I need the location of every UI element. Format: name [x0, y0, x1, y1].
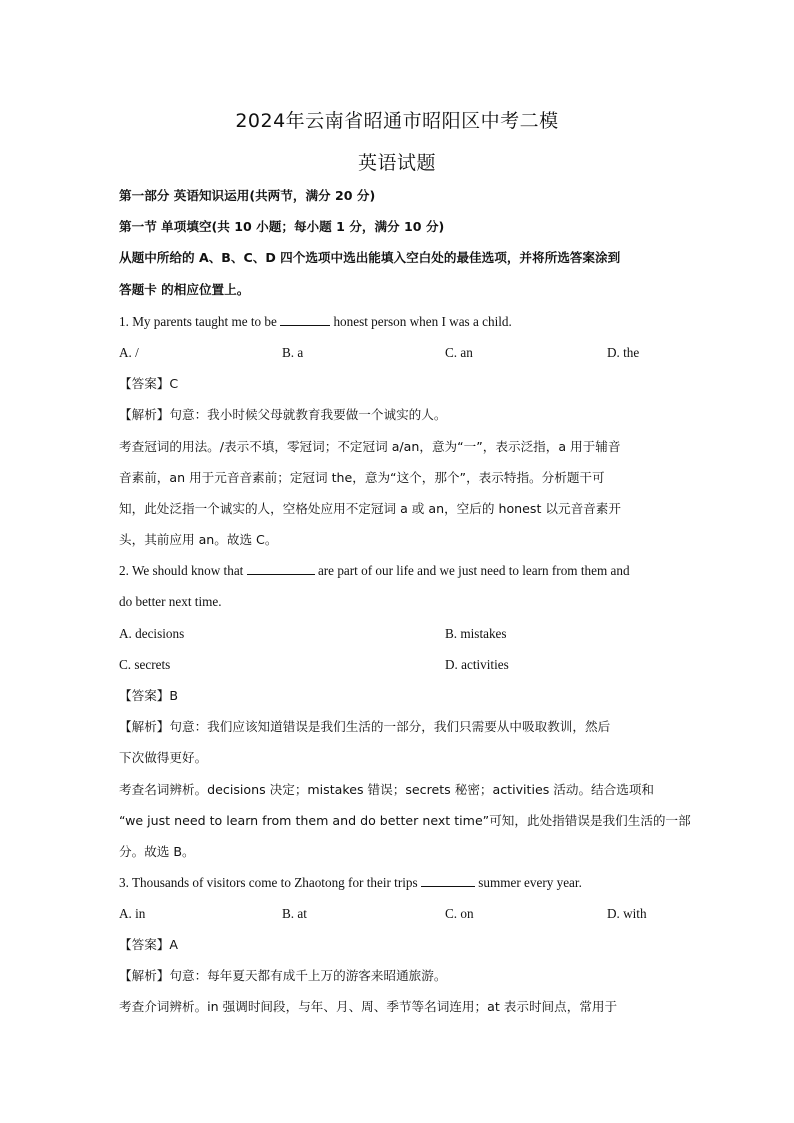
question-3-stem-start: 3. Thousands of visitors come to Zhaotong for their trips — [119, 875, 421, 890]
question-1-explanation-3: 音素前，an 用于元音音素前；定冠词 the，意为“这个，那个”，表示特指。分析题干可 — [119, 470, 605, 485]
section-heading: 第一节 单项填空(共 10 小题；每小题 1 分，满分 10 分) — [119, 219, 445, 234]
document-title: 2024年云南省昭通市昭阳区中考二模 — [235, 110, 559, 132]
question-1-option-c: C. an — [445, 345, 473, 360]
question-3-option-d: D. with — [607, 906, 647, 921]
document-subtitle: 英语试题 — [357, 152, 436, 174]
question-2-stem — [119, 562, 679, 580]
question-3-option-a: A. in — [119, 906, 146, 921]
question-3-explanation-1: 【解析】句意：每年夏天都有成千上万的游客来昭通旅游。 — [119, 968, 447, 983]
question-2-explanation-2: 下次做得更好。 — [119, 750, 208, 765]
answer-blank — [421, 874, 475, 887]
question-2-option-c: C. secrets — [119, 657, 171, 672]
question-1-option-d: D. the — [607, 345, 640, 360]
question-1-stem-start: 1. My parents taught me to be — [119, 314, 281, 329]
question-2-explanation-1: 【解析】句意：我们应该知道错误是我们生活的一部分，我们只需要从中吸取教训，然后 — [119, 719, 611, 734]
question-1-answer: 【答案】C — [119, 376, 179, 391]
question-3-explanation-2: 考查介词辨析。in 强调时间段，与年、月、周、季节等名词连用；at 表示时间点，常用于 — [119, 999, 618, 1014]
question-3-stem — [119, 874, 679, 892]
question-2-stem-start: 2. We should know that — [119, 563, 247, 578]
instruction-line-1: 从题中所给的 A、B、C、D 四个选项中选出能填入空白处的最佳选项，并将所选答案涂到 — [119, 250, 621, 265]
question-3-stem-end: summer every year. — [474, 875, 582, 890]
question-2-option-b: B. mistakes — [445, 626, 507, 641]
answer-blank — [247, 562, 315, 575]
question-2-stem-continued: do better next time. — [119, 594, 222, 609]
question-2-explanation-3: 考查名词辨析。decisions 决定；mistakes 错误；secrets 秘密；activities 活动。结合选项和 — [119, 782, 655, 797]
question-3-option-b: B. at — [282, 906, 307, 921]
question-1-explanation-1: 【解析】句意：我小时候父母就教育我要做一个诚实的人。 — [119, 407, 447, 422]
question-2-stem-end: are part of our life and we just need to learn from them and — [314, 563, 630, 578]
instruction-line-2: 答题卡 的相应位置上。 — [119, 282, 250, 297]
question-2-explanation-5: 分。故选 B。 — [119, 844, 195, 859]
question-1-option-b: B. a — [282, 345, 304, 360]
question-1-explanation-2: 考查冠词的用法。/表示不填，零冠词；不定冠词 a/an，意为“一”，表示泛指，a 用于辅音 — [119, 439, 621, 454]
question-2-option-d: D. activities — [445, 657, 509, 672]
question-1-explanation-5: 头，其前应用 an。故选 C。 — [119, 532, 278, 547]
question-1-option-a: A. / — [119, 345, 139, 360]
question-2-answer: 【答案】B — [119, 688, 179, 703]
question-2-explanation-4: “we just need to learn from them and do better next time”可知，此处指错误是我们生活的一部 — [119, 813, 691, 828]
question-1-stem-end: honest person when I was a child. — [330, 314, 512, 329]
question-1-explanation-4: 知，此处泛指一个诚实的人，空格处应用不定冠词 a 或 an，空后的 honest 以元音音素开 — [119, 501, 621, 516]
question-3-option-c: C. on — [445, 906, 474, 921]
question-2-option-a: A. decisions — [119, 626, 185, 641]
answer-blank — [280, 313, 330, 326]
question-1-stem — [119, 313, 679, 331]
question-3-answer: 【答案】A — [119, 937, 178, 952]
part-heading: 第一部分 英语知识运用(共两节，满分 20 分) — [119, 188, 376, 203]
